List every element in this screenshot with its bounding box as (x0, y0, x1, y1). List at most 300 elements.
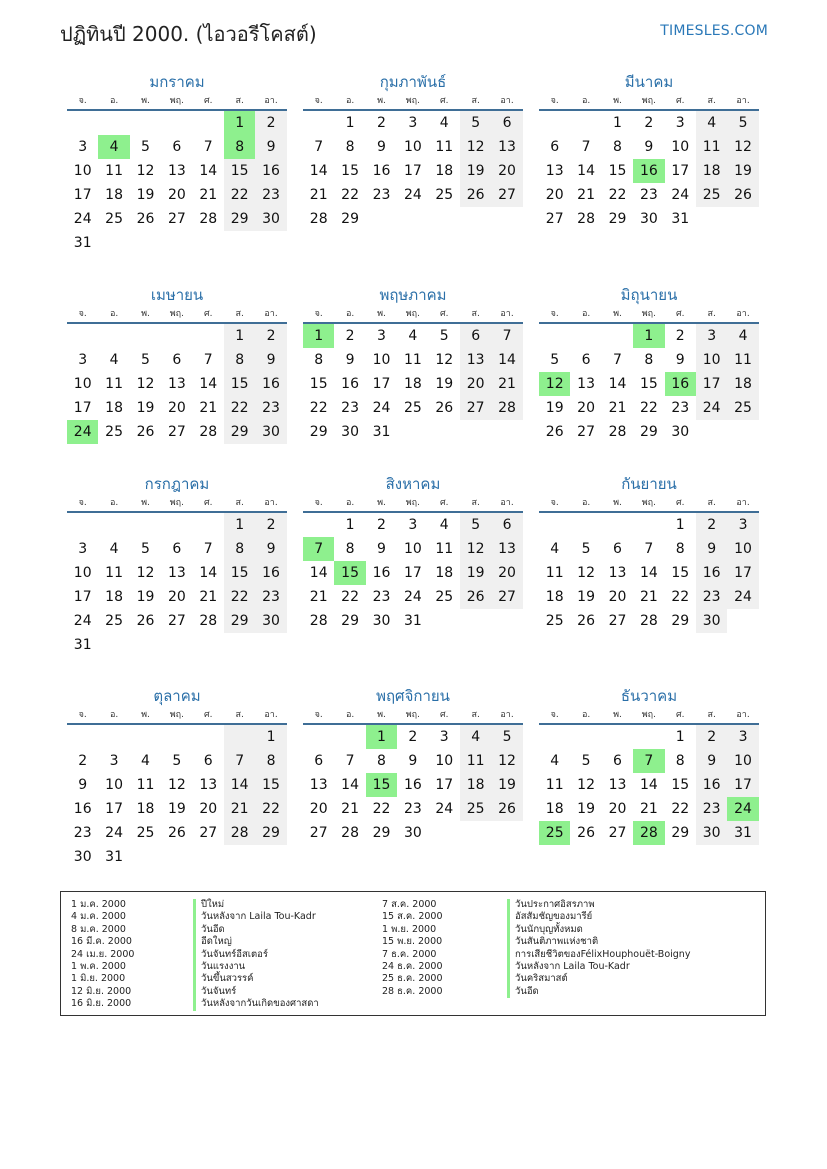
day-cell[interactable]: 8 (345, 139, 355, 155)
day-cell[interactable]: 21 (199, 589, 218, 605)
day-cell[interactable]: 30 (403, 825, 422, 841)
day-cell[interactable]: 25 (727, 396, 758, 420)
day-cell[interactable]: 16 (372, 565, 391, 581)
day-cell[interactable]: 15 (224, 372, 255, 396)
day-cell[interactable]: 17 (671, 163, 690, 179)
day-cell[interactable]: 27 (460, 396, 491, 420)
day-cell[interactable]: 29 (341, 211, 359, 227)
day-cell[interactable]: 18 (136, 801, 155, 817)
day-cell[interactable]: 20 (167, 589, 186, 605)
day-cell[interactable]: 26 (577, 613, 595, 629)
day-cell[interactable]: 31 (105, 849, 123, 865)
day-cell[interactable]: 13 (491, 537, 522, 561)
day-cell[interactable]: 22 (224, 585, 255, 609)
day-cell[interactable]: 4 (109, 541, 119, 557)
day-cell[interactable]: 10 (727, 537, 758, 561)
day-cell[interactable]: 13 (577, 376, 595, 392)
holiday-day-cell[interactable]: 8 (224, 135, 255, 159)
day-cell[interactable]: 20 (608, 589, 627, 605)
day-cell[interactable]: 25 (105, 613, 123, 629)
day-cell[interactable]: 18 (727, 372, 758, 396)
day-cell[interactable]: 13 (545, 163, 564, 179)
day-cell[interactable]: 20 (199, 801, 218, 817)
day-cell[interactable]: 27 (309, 825, 328, 841)
day-cell[interactable]: 29 (255, 821, 286, 845)
day-cell[interactable]: 3 (78, 352, 88, 368)
day-cell[interactable]: 8 (255, 749, 286, 773)
day-cell[interactable]: 3 (408, 517, 418, 533)
day-cell[interactable]: 19 (167, 801, 186, 817)
day-cell[interactable]: 26 (167, 825, 186, 841)
day-cell[interactable]: 1 (613, 115, 622, 131)
day-cell[interactable]: 11 (105, 163, 123, 179)
day-cell[interactable]: 27 (545, 211, 564, 227)
day-cell[interactable]: 31 (372, 424, 391, 440)
day-cell[interactable]: 31 (403, 613, 422, 629)
day-cell[interactable]: 1 (345, 517, 355, 533)
day-cell[interactable]: 13 (608, 565, 627, 581)
day-cell[interactable]: 19 (545, 400, 564, 416)
day-cell[interactable]: 10 (671, 139, 690, 155)
day-cell[interactable]: 20 (167, 187, 186, 203)
day-cell[interactable]: 12 (577, 565, 595, 581)
day-cell[interactable]: 14 (577, 163, 595, 179)
day-cell[interactable]: 2 (644, 115, 654, 131)
day-cell[interactable]: 15 (224, 561, 255, 585)
day-cell[interactable]: 2 (345, 328, 355, 344)
day-cell[interactable]: 28 (224, 821, 255, 845)
day-cell[interactable]: 24 (73, 613, 92, 629)
day-cell[interactable]: 3 (408, 115, 418, 131)
day-cell[interactable]: 17 (73, 589, 92, 605)
day-cell[interactable]: 13 (491, 135, 522, 159)
day-cell[interactable]: 7 (345, 753, 355, 769)
day-cell[interactable]: 4 (460, 725, 491, 749)
day-cell[interactable]: 16 (696, 773, 727, 797)
day-cell[interactable]: 22 (224, 396, 255, 420)
day-cell[interactable]: 16 (255, 372, 286, 396)
day-cell[interactable]: 2 (696, 725, 727, 749)
day-cell[interactable]: 5 (141, 541, 150, 557)
day-cell[interactable]: 21 (199, 400, 218, 416)
day-cell[interactable]: 28 (491, 396, 522, 420)
day-cell[interactable]: 30 (255, 420, 286, 444)
day-cell[interactable]: 10 (403, 541, 422, 557)
day-cell[interactable]: 7 (224, 749, 255, 773)
day-cell[interactable]: 17 (435, 777, 454, 793)
day-cell[interactable]: 30 (341, 424, 359, 440)
day-cell[interactable]: 22 (309, 400, 328, 416)
day-cell[interactable]: 6 (491, 513, 522, 537)
day-cell[interactable]: 30 (73, 849, 92, 865)
day-cell[interactable]: 9 (696, 749, 727, 773)
day-cell[interactable]: 27 (608, 825, 627, 841)
day-cell[interactable]: 15 (671, 777, 690, 793)
day-cell[interactable]: 11 (435, 139, 454, 155)
day-cell[interactable]: 18 (435, 565, 454, 581)
holiday-day-cell[interactable]: 25 (539, 821, 570, 845)
day-cell[interactable]: 15 (671, 565, 690, 581)
day-cell[interactable]: 9 (408, 753, 418, 769)
day-cell[interactable]: 29 (224, 609, 255, 633)
day-cell[interactable]: 24 (105, 825, 123, 841)
day-cell[interactable]: 22 (372, 801, 391, 817)
day-cell[interactable]: 25 (435, 589, 454, 605)
day-cell[interactable]: 19 (460, 561, 491, 585)
holiday-day-cell[interactable]: 1 (303, 324, 334, 348)
holiday-day-cell[interactable]: 15 (366, 773, 397, 797)
day-cell[interactable]: 9 (78, 777, 88, 793)
day-cell[interactable]: 21 (199, 187, 218, 203)
day-cell[interactable]: 1 (255, 725, 286, 749)
day-cell[interactable]: 28 (199, 211, 218, 227)
day-cell[interactable]: 22 (341, 187, 359, 203)
day-cell[interactable]: 28 (577, 211, 595, 227)
day-cell[interactable]: 25 (435, 187, 454, 203)
day-cell[interactable]: 2 (78, 753, 88, 769)
day-cell[interactable]: 20 (608, 801, 627, 817)
day-cell[interactable]: 22 (224, 183, 255, 207)
day-cell[interactable]: 16 (73, 801, 92, 817)
day-cell[interactable]: 12 (167, 777, 186, 793)
day-cell[interactable]: 6 (550, 139, 560, 155)
day-cell[interactable]: 23 (255, 183, 286, 207)
day-cell[interactable]: 10 (73, 163, 92, 179)
day-cell[interactable]: 28 (608, 424, 627, 440)
day-cell[interactable]: 22 (255, 797, 286, 821)
day-cell[interactable]: 13 (167, 565, 186, 581)
day-cell[interactable]: 18 (105, 400, 123, 416)
holiday-day-cell[interactable]: 12 (539, 372, 570, 396)
holiday-day-cell[interactable]: 7 (303, 537, 334, 561)
day-cell[interactable]: 1 (675, 517, 685, 533)
day-cell[interactable]: 27 (199, 825, 218, 841)
day-cell[interactable]: 12 (727, 135, 758, 159)
day-cell[interactable]: 29 (224, 207, 255, 231)
day-cell[interactable]: 7 (581, 139, 591, 155)
day-cell[interactable]: 15 (341, 163, 359, 179)
day-cell[interactable]: 1 (224, 324, 255, 348)
day-cell[interactable]: 27 (577, 424, 595, 440)
day-cell[interactable]: 24 (435, 801, 454, 817)
day-cell[interactable]: 29 (639, 424, 658, 440)
holiday-day-cell[interactable]: 1 (366, 725, 397, 749)
day-cell[interactable]: 26 (545, 424, 564, 440)
day-cell[interactable]: 17 (372, 376, 391, 392)
day-cell[interactable]: 9 (644, 139, 654, 155)
day-cell[interactable]: 18 (403, 376, 422, 392)
day-cell[interactable]: 6 (203, 753, 213, 769)
day-cell[interactable]: 30 (639, 211, 658, 227)
day-cell[interactable]: 5 (581, 753, 591, 769)
day-cell[interactable]: 20 (491, 561, 522, 585)
day-cell[interactable]: 8 (675, 753, 685, 769)
day-cell[interactable]: 15 (639, 376, 658, 392)
day-cell[interactable]: 1 (224, 513, 255, 537)
day-cell[interactable]: 27 (167, 424, 186, 440)
day-cell[interactable]: 19 (136, 400, 155, 416)
day-cell[interactable]: 18 (696, 159, 727, 183)
day-cell[interactable]: 12 (136, 163, 155, 179)
day-cell[interactable]: 30 (255, 609, 286, 633)
day-cell[interactable]: 12 (136, 565, 155, 581)
day-cell[interactable]: 22 (671, 801, 690, 817)
day-cell[interactable]: 27 (608, 613, 627, 629)
day-cell[interactable]: 10 (435, 753, 454, 769)
day-cell[interactable]: 10 (73, 565, 92, 581)
day-cell[interactable]: 26 (727, 183, 758, 207)
day-cell[interactable]: 10 (105, 777, 123, 793)
day-cell[interactable]: 6 (172, 541, 182, 557)
day-cell[interactable]: 24 (403, 589, 422, 605)
day-cell[interactable]: 2 (255, 513, 286, 537)
day-cell[interactable]: 23 (403, 801, 422, 817)
day-cell[interactable]: 19 (435, 376, 454, 392)
day-cell[interactable]: 14 (224, 773, 255, 797)
day-cell[interactable]: 21 (608, 400, 627, 416)
day-cell[interactable]: 11 (403, 352, 422, 368)
day-cell[interactable]: 18 (105, 187, 123, 203)
day-cell[interactable]: 3 (675, 115, 685, 131)
day-cell[interactable]: 7 (491, 324, 522, 348)
day-cell[interactable]: 18 (105, 589, 123, 605)
day-cell[interactable]: 20 (460, 372, 491, 396)
day-cell[interactable]: 14 (199, 376, 218, 392)
day-cell[interactable]: 1 (675, 729, 685, 745)
day-cell[interactable]: 4 (141, 753, 150, 769)
day-cell[interactable]: 29 (341, 613, 359, 629)
day-cell[interactable]: 19 (577, 801, 595, 817)
day-cell[interactable]: 19 (577, 589, 595, 605)
holiday-day-cell[interactable]: 16 (633, 159, 664, 183)
day-cell[interactable]: 12 (491, 749, 522, 773)
day-cell[interactable]: 7 (644, 541, 654, 557)
day-cell[interactable]: 13 (167, 163, 186, 179)
day-cell[interactable]: 29 (372, 825, 391, 841)
day-cell[interactable]: 23 (696, 797, 727, 821)
day-cell[interactable]: 30 (696, 609, 727, 633)
day-cell[interactable]: 11 (105, 376, 123, 392)
day-cell[interactable]: 27 (167, 613, 186, 629)
day-cell[interactable]: 20 (167, 400, 186, 416)
day-cell[interactable]: 3 (727, 725, 758, 749)
day-cell[interactable]: 4 (439, 115, 449, 131)
day-cell[interactable]: 23 (255, 585, 286, 609)
holiday-day-cell[interactable]: 24 (67, 420, 98, 444)
day-cell[interactable]: 16 (341, 376, 359, 392)
day-cell[interactable]: 21 (341, 801, 359, 817)
day-cell[interactable]: 24 (372, 400, 391, 416)
day-cell[interactable]: 8 (613, 139, 622, 155)
day-cell[interactable]: 23 (73, 825, 92, 841)
day-cell[interactable]: 27 (167, 211, 186, 227)
day-cell[interactable]: 26 (136, 211, 155, 227)
day-cell[interactable]: 21 (491, 372, 522, 396)
day-cell[interactable]: 31 (73, 637, 92, 653)
day-cell[interactable]: 9 (675, 352, 685, 368)
holiday-day-cell[interactable]: 1 (633, 324, 664, 348)
day-cell[interactable]: 13 (309, 777, 328, 793)
day-cell[interactable]: 5 (439, 328, 449, 344)
day-cell[interactable]: 24 (403, 187, 422, 203)
day-cell[interactable]: 5 (141, 139, 150, 155)
day-cell[interactable]: 19 (727, 159, 758, 183)
day-cell[interactable]: 28 (199, 613, 218, 629)
day-cell[interactable]: 26 (435, 400, 454, 416)
holiday-day-cell[interactable]: 15 (334, 561, 365, 585)
day-cell[interactable]: 17 (73, 400, 92, 416)
day-cell[interactable]: 9 (377, 541, 386, 557)
day-cell[interactable]: 5 (550, 352, 560, 368)
day-cell[interactable]: 30 (255, 207, 286, 231)
day-cell[interactable]: 12 (435, 352, 454, 368)
day-cell[interactable]: 6 (172, 139, 182, 155)
day-cell[interactable]: 9 (696, 537, 727, 561)
day-cell[interactable]: 23 (671, 400, 690, 416)
day-cell[interactable]: 12 (460, 537, 491, 561)
day-cell[interactable]: 6 (613, 753, 622, 769)
day-cell[interactable]: 17 (105, 801, 123, 817)
day-cell[interactable]: 14 (608, 376, 627, 392)
day-cell[interactable]: 21 (639, 801, 658, 817)
day-cell[interactable]: 16 (696, 561, 727, 585)
day-cell[interactable]: 17 (696, 372, 727, 396)
day-cell[interactable]: 2 (377, 115, 386, 131)
holiday-day-cell[interactable]: 4 (98, 135, 129, 159)
day-cell[interactable]: 6 (314, 753, 324, 769)
day-cell[interactable]: 16 (372, 163, 391, 179)
day-cell[interactable]: 14 (199, 565, 218, 581)
day-cell[interactable]: 4 (550, 541, 560, 557)
holiday-day-cell[interactable]: 28 (633, 821, 664, 845)
day-cell[interactable]: 22 (608, 187, 627, 203)
day-cell[interactable]: 13 (608, 777, 627, 793)
day-cell[interactable]: 23 (696, 585, 727, 609)
day-cell[interactable]: 26 (136, 424, 155, 440)
day-cell[interactable]: 30 (696, 821, 727, 845)
day-cell[interactable]: 18 (460, 773, 491, 797)
day-cell[interactable]: 7 (203, 352, 213, 368)
day-cell[interactable]: 19 (136, 187, 155, 203)
day-cell[interactable]: 24 (73, 211, 92, 227)
day-cell[interactable]: 14 (309, 163, 328, 179)
day-cell[interactable]: 7 (203, 541, 213, 557)
day-cell[interactable]: 9 (255, 135, 286, 159)
day-cell[interactable]: 20 (491, 159, 522, 183)
day-cell[interactable]: 20 (577, 400, 595, 416)
day-cell[interactable]: 23 (639, 187, 658, 203)
day-cell[interactable]: 12 (577, 777, 595, 793)
day-cell[interactable]: 17 (727, 561, 758, 585)
day-cell[interactable]: 8 (224, 348, 255, 372)
day-cell[interactable]: 24 (727, 585, 758, 609)
day-cell[interactable]: 3 (78, 541, 88, 557)
day-cell[interactable]: 11 (460, 749, 491, 773)
day-cell[interactable]: 16 (255, 159, 286, 183)
day-cell[interactable]: 8 (377, 753, 386, 769)
day-cell[interactable]: 7 (203, 139, 213, 155)
day-cell[interactable]: 25 (105, 211, 123, 227)
day-cell[interactable]: 22 (341, 589, 359, 605)
day-cell[interactable]: 11 (545, 565, 564, 581)
day-cell[interactable]: 5 (491, 725, 522, 749)
day-cell[interactable]: 6 (581, 352, 591, 368)
holiday-day-cell[interactable]: 16 (665, 372, 696, 396)
day-cell[interactable]: 21 (577, 187, 595, 203)
day-cell[interactable]: 18 (435, 163, 454, 179)
day-cell[interactable]: 31 (73, 235, 92, 251)
holiday-day-cell[interactable]: 24 (727, 797, 758, 821)
day-cell[interactable]: 17 (727, 773, 758, 797)
day-cell[interactable]: 11 (696, 135, 727, 159)
day-cell[interactable]: 30 (372, 613, 391, 629)
day-cell[interactable]: 14 (309, 565, 328, 581)
day-cell[interactable]: 2 (696, 513, 727, 537)
day-cell[interactable]: 8 (644, 352, 654, 368)
day-cell[interactable]: 3 (377, 328, 386, 344)
day-cell[interactable]: 9 (255, 348, 286, 372)
day-cell[interactable]: 17 (73, 187, 92, 203)
day-cell[interactable]: 19 (136, 589, 155, 605)
day-cell[interactable]: 9 (377, 139, 386, 155)
day-cell[interactable]: 27 (491, 585, 522, 609)
day-cell[interactable]: 11 (105, 565, 123, 581)
day-cell[interactable]: 10 (696, 348, 727, 372)
day-cell[interactable]: 26 (460, 183, 491, 207)
day-cell[interactable]: 20 (309, 801, 328, 817)
day-cell[interactable]: 9 (345, 352, 355, 368)
day-cell[interactable]: 15 (309, 376, 328, 392)
day-cell[interactable]: 13 (199, 777, 218, 793)
day-cell[interactable]: 21 (309, 589, 328, 605)
day-cell[interactable]: 11 (727, 348, 758, 372)
day-cell[interactable]: 13 (167, 376, 186, 392)
day-cell[interactable]: 25 (460, 797, 491, 821)
day-cell[interactable]: 3 (109, 753, 119, 769)
day-cell[interactable]: 10 (403, 139, 422, 155)
day-cell[interactable]: 14 (491, 348, 522, 372)
day-cell[interactable]: 3 (696, 324, 727, 348)
day-cell[interactable]: 6 (491, 111, 522, 135)
day-cell[interactable]: 30 (671, 424, 690, 440)
day-cell[interactable]: 5 (141, 352, 150, 368)
day-cell[interactable]: 6 (460, 324, 491, 348)
day-cell[interactable]: 23 (372, 187, 391, 203)
day-cell[interactable]: 26 (577, 825, 595, 841)
day-cell[interactable]: 2 (675, 328, 685, 344)
day-cell[interactable]: 2 (408, 729, 418, 745)
day-cell[interactable]: 21 (224, 797, 255, 821)
day-cell[interactable]: 28 (639, 613, 658, 629)
day-cell[interactable]: 10 (73, 376, 92, 392)
day-cell[interactable]: 26 (136, 613, 155, 629)
day-cell[interactable]: 17 (403, 163, 422, 179)
day-cell[interactable]: 19 (460, 159, 491, 183)
day-cell[interactable]: 4 (550, 753, 560, 769)
day-cell[interactable]: 5 (727, 111, 758, 135)
day-cell[interactable]: 25 (696, 183, 727, 207)
day-cell[interactable]: 21 (639, 589, 658, 605)
day-cell[interactable]: 24 (696, 396, 727, 420)
day-cell[interactable]: 7 (613, 352, 622, 368)
day-cell[interactable]: 13 (460, 348, 491, 372)
day-cell[interactable]: 2 (377, 517, 386, 533)
day-cell[interactable]: 16 (255, 561, 286, 585)
day-cell[interactable]: 25 (545, 613, 564, 629)
day-cell[interactable]: 29 (224, 420, 255, 444)
day-cell[interactable]: 23 (372, 589, 391, 605)
day-cell[interactable]: 15 (224, 159, 255, 183)
